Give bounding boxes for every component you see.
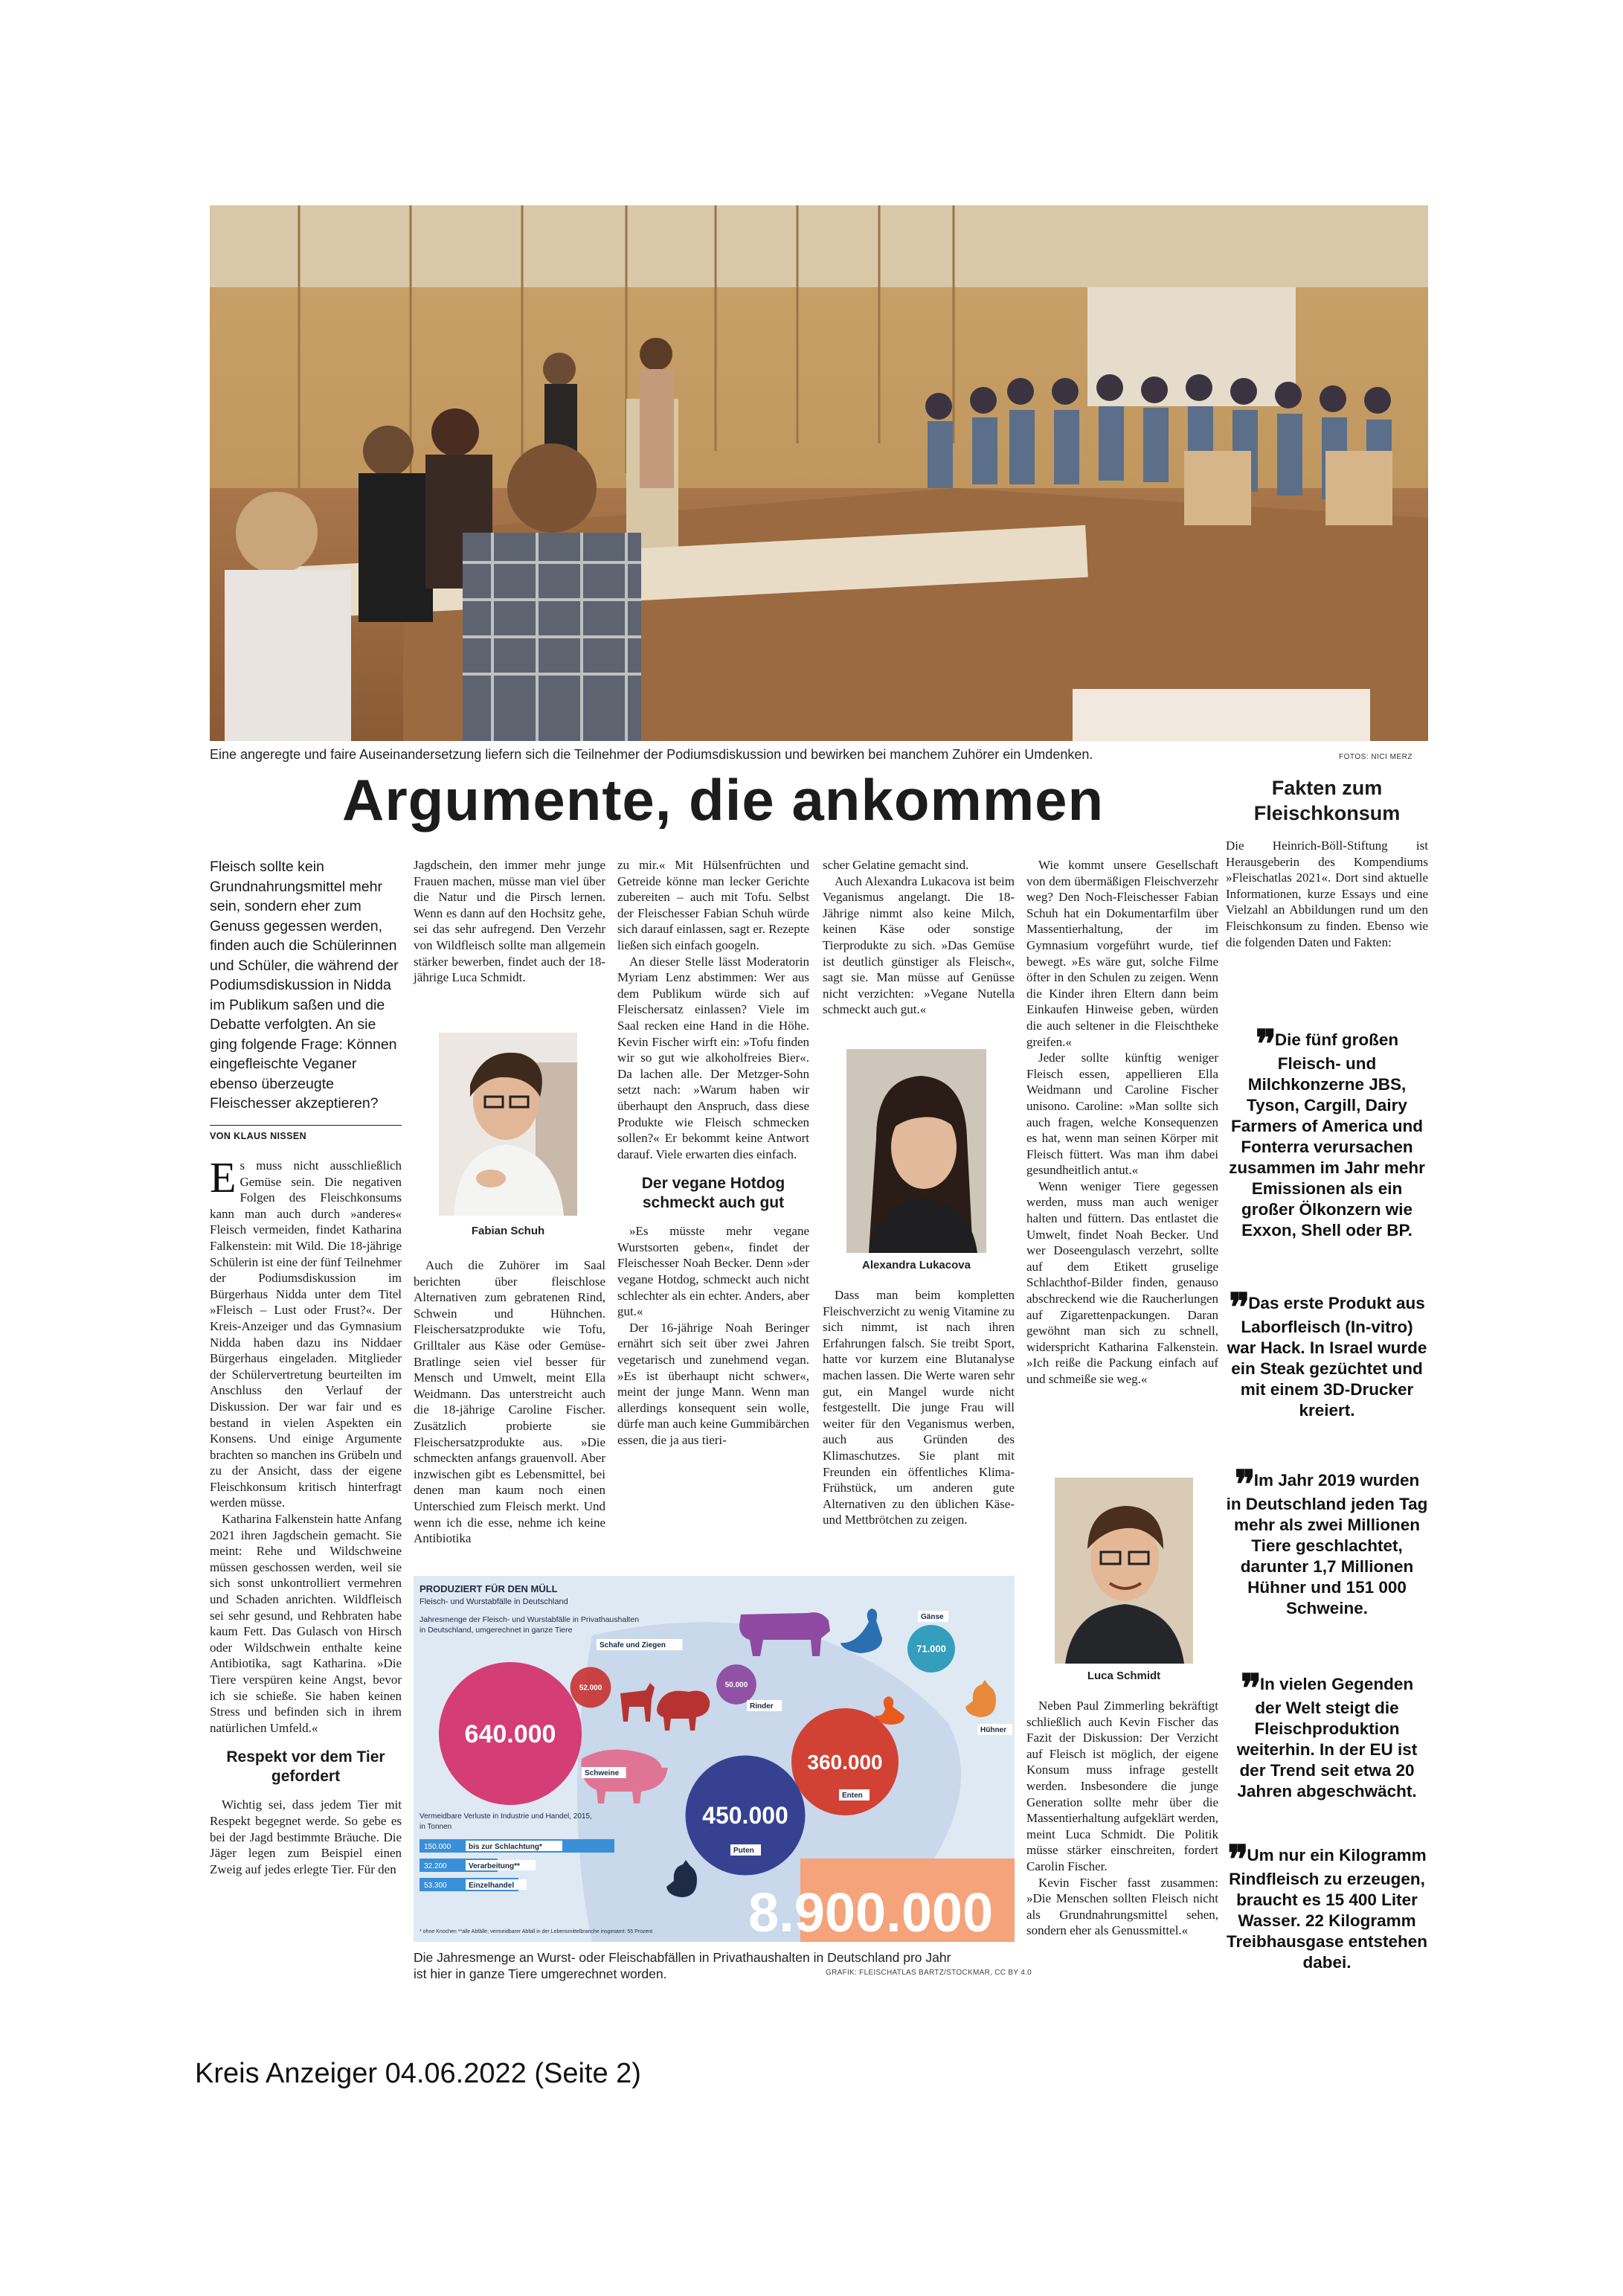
bar-label: Einzelhandel bbox=[469, 1882, 515, 1890]
bubble-value: 71.000 bbox=[916, 1643, 946, 1655]
photo-caption: Eine angeregte und faire Auseinandersetzung liefern sich die Teilnehmer der Podiumsdiskussion und bewirken bei manchem Zuhörer ein Umdenken. bbox=[210, 747, 1093, 762]
fact-item: ❞ Im Jahr 2019 wurden in Deutschland jeden Tag mehr als zwei Millionen Tiere geschlachtet, darunter 1,7 Millionen Hühner und 151 000 Schweine. bbox=[1226, 1463, 1428, 1617]
subheading: Respekt vor dem Tier gefordert bbox=[226, 1748, 385, 1786]
bar-label: bis zur Schlachtung* bbox=[469, 1843, 542, 1851]
infographic-desc: in Deutschland, umgerechnet in ganze Tiere bbox=[420, 1626, 573, 1635]
portrait-caption: Alexandra Lukacova bbox=[862, 1259, 971, 1272]
fact-item: ❞ Das erste Produkt aus Laborfleisch (In-vitro) war Hack. In Israel wurde ein Steak gezüchtet und mit einem 3D-Drucker kreiert. bbox=[1227, 1286, 1427, 1420]
bar-value: 53.300 bbox=[424, 1882, 447, 1890]
bubble-value: 450.000 bbox=[702, 1802, 788, 1830]
lead-photo bbox=[210, 205, 1428, 741]
article-paragraph: An dieser Stelle lässt Moderatorin Myriam Lenz abstimmen: Wer aus dem Publikum würde sich auf Fleischersatz einlassen? Viele im Saal recken eine Hand in die Höhe. Kevin Fischer wirft ein: »Tofu finden wir so gut wie alkoholfreies Bier«. Da lachen alle. Der Metzger-Sohn setzt nach: »Warum haben wir überhaupt den Anspruch, dass diese Produkte wie Fleisch schmecken sollen?« Er bekommt keine Antwort darauf. Viele erwarten dies einfach. bbox=[617, 954, 809, 1161]
column-1 bbox=[210, 1153, 402, 1877]
infographic bbox=[414, 1576, 1015, 1942]
portrait-alexandra-lukacova bbox=[846, 1049, 986, 1253]
source-note: Kreis Anzeiger 04.06.2022 (Seite 2) bbox=[195, 2058, 641, 2089]
infographic-credit: GRAFIK: FLEISCHATLAS BARTZ/STOCKMAR, CC BY 4.0 bbox=[826, 1969, 1032, 1977]
bar-value: 32.200 bbox=[424, 1862, 447, 1870]
byline: VON KLAUS NISSEN bbox=[210, 1125, 402, 1141]
article-paragraph: Kevin Fischer fasst zusammen: »Die Menschen sollten Fleisch nicht als Grundnahrungsmittel sehen, sondern eher als Genussmittel.« bbox=[1026, 1875, 1218, 1938]
bubble-tag: Gänse bbox=[921, 1613, 944, 1621]
portrait-luca-schmidt bbox=[1055, 1478, 1193, 1664]
article-paragraph: zu mir.« Mit Hülsenfrüchten und Getreide könne man lecker Gerichte zubereiten – auch mit Tofu. Selbst der Fleischesser Fabian Schuh würde sich darauf einlassen, sagt er. Rezepte ließen sich einfach googeln. bbox=[617, 858, 809, 952]
column-4-continued bbox=[823, 1287, 1015, 1528]
quote-icon: ❞ bbox=[1255, 1023, 1272, 1066]
column-5-continued bbox=[1026, 1698, 1218, 1939]
bubble-tag: Puten bbox=[733, 1847, 754, 1855]
sidebar-title: Fakten zum Fleischkonsum bbox=[1253, 777, 1401, 824]
bubble-tag: Schweine bbox=[585, 1769, 620, 1777]
bars-title: in Tonnen bbox=[420, 1823, 452, 1831]
article-paragraph: Katharina Falkenstein hatte Anfang 2021 ihren Jagdschein gemacht. Sie meint: Rehe und Wildschweine müssen geschossen werden, weil sie sich sonst unkontrolliert vermehren und Schaden anrichten. Wildfleisch sei sehr gesund, und Rehbraten habe kaum Fett. Das Gulasch von Hirsch oder Wildschwein enthalte keine Antibiotika, sagt Katharina. »Die Tiere verspüren keine Angst, bevor ich sie schieße. Sie haben keinen Stress und befinden sich in ihrem natürlichen Umfeld.« bbox=[210, 1512, 402, 1735]
infographic-desc: Jahresmenge der Fleisch- und Wurstabfälle in Privathaushalten bbox=[420, 1615, 640, 1624]
article-paragraph: Der 16-jährige Noah Beringer ernährt sich seit über zwei Jahren vegetarisch und zunehmend vegan. »Es ist überhaupt nicht schwer«, meint der junge Mann. Wenn man allerdings konsequent sein wolle, dürfe man auch keine Gummibärchen essen, die ja aus tieri- bbox=[617, 1320, 809, 1447]
lead-paragraph: Fleisch sollte kein Grundnahrungsmittel mehr sein, sondern eher zum Genuss gegessen werden, finden auch die Schülerinnen und Schüler, die während der Podiumsdiskussion in Nidda im Publikum saßen und die Debatte verfolgten. An sie ging folgende Frage: Können eingefleischte Veganer ebenso überzeugte Fleischesser akzeptieren? bbox=[210, 859, 399, 1112]
column-3 bbox=[617, 857, 809, 1449]
bubble-value: 50.000 bbox=[724, 1681, 748, 1690]
column-2-continued bbox=[414, 1257, 605, 1547]
column-2 bbox=[414, 857, 605, 986]
infographic-subtitle: Fleisch- und Wurstabfälle in Deutschland bbox=[420, 1597, 568, 1606]
bubble-tag: Rinder bbox=[750, 1702, 774, 1710]
portrait-fabian-schuh bbox=[439, 1033, 577, 1216]
bubble-tag: Enten bbox=[842, 1792, 863, 1800]
column-4 bbox=[823, 857, 1015, 1018]
fact-item: ❞ Die fünf großen Fleisch- und Milchkonzerne JBS, Tyson, Cargill, Dairy Farmers of America und Fonterra verursachen zusammen im Jahr mehr Emissionen als ein großer Ölkonzern wie Exxon, Shell oder BP. bbox=[1229, 1023, 1425, 1240]
article-paragraph: Auch die Zuhörer im Saal berichten über fleischlose Alternativen zum gebratenen Rind, Schwein und Hühnchen. Fleischersatzprodukte wie Tofu, Grilltaler aus Käse oder Gemüse-Bratlinge seien viel besser für Mensch und Umwelt, meint Ella Weidmann. Das unterstreicht auch die 18-jährige Caroline Fischer. Zusätzlich probierte sie Fleischersatzprodukte aus. »Die schmeckten anfangs grauenvoll. Aber inzwischen gibt es Lebensmittel, bei denen man kaum noch einen Unterschied zum Fleisch merkt. Und wenn ich die esse, nehme ich keine Antibiotika bbox=[414, 1258, 605, 1546]
quote-icon: ❞ bbox=[1229, 1286, 1246, 1330]
photo-credit: FOTOS: NICI MERZ bbox=[1339, 753, 1413, 761]
article-paragraph: Neben Paul Zimmerling bekräftigt schließlich auch Kevin Fischer das Fazit der Diskussion: Der Verzicht auf Fleisch ist möglich, der eigene Konsum muss infrage gestellt werden. Insbesondere die junge Generation sollte mehr über die Massentierhaltung aufgeklärt werden, meint Luca Schmidt. Die Politik müsse stärker einschreiten, fordert Carolin Fischer. bbox=[1026, 1699, 1218, 1873]
article-paragraph: Jagdschein, den immer mehr junge Frauen machen, müsse man viel über die Natur und die Pirsch lernen. Wenn es dann auf den Hochsitz gehe, sei das sehr aufregend. Den Verzehr von Wildfleisch sollte man allgemein stärker bewerben, findet auch der 18-jährige Luca Schmidt. bbox=[414, 858, 605, 985]
sidebar-intro: Die Heinrich-Böll-Stiftung ist Herausgeberin des Kompendiums »Fleischatlas 2021«. Dort sind aktuelle Informationen, kurze Essays und eine Vielzahl an Abbildungen rund um den Fleischkonsum zu finden. Ebenso wie die folgenden Daten und Fakten: bbox=[1226, 838, 1428, 949]
fact-item: ❞ In vielen Gegenden der Welt steigt die Fleischproduktion weiterhin. In der EU ist der Trend seit etwa 20 Jahren abgeschwächt. bbox=[1236, 1667, 1418, 1800]
article-paragraph: Wenn weniger Tiere gegessen werden, muss man auch weniger halten und füttern. Das entlastet die Umwelt, findet Noah Becker. Und wer Doseengulasch verzehrt, sollte auf dem Etikett gruselige Schlachthof-Bilder finden, genauso abschreckend wie die Raucherlungen auf Zigarettenpackungen. Daran gewöhnt man sich zu schnell, widerspricht Katharina Falkenstein. »Ich reiße die Packung einfach auf und schmeiße sie weg.« bbox=[1026, 1179, 1218, 1386]
article-paragraph: »Es müsste mehr vegane Wurstsorten geben«, findet der Fleischesser Noah Becker. Denn »der vegane Hotdog, schmeckt auch nicht schlechter als ein echter. Anders, aber gut.« bbox=[617, 1224, 809, 1319]
chicken-icon bbox=[965, 1680, 996, 1717]
quote-icon: ❞ bbox=[1234, 1463, 1251, 1507]
article-paragraph: scher Gelatine gemacht sind. bbox=[823, 858, 969, 872]
bubble-value: 360.000 bbox=[807, 1750, 883, 1774]
chicken-total-value: 8.900.000 bbox=[748, 1882, 994, 1942]
headline: Argumente, die ankommen bbox=[342, 767, 1105, 833]
bubble-tag: Schafe und Ziegen bbox=[600, 1641, 666, 1649]
column-5 bbox=[1026, 857, 1218, 1388]
article-paragraph: Es muss nicht ausschließlich Gemüse sein. Die negativen Folgen des Fleischkonsums kann man auch durch »anderes« Fleisch vermeiden, findet Katharina Falkenstein: mit Wild. Die 18-jährige Schülerin ist eine der fünf Teilnehmer der Podiumsdiskussion im Bürgerhaus Nidda unter dem Titel »Fleisch – Lust oder Frust?«. Der Kreis-Anzeiger und das Gymnasium Nidda haben dazu ins Niddaer Bürgerhaus eingeladen. Mitglieder der Schülervertretung beurteilten im Anschluss den Verlauf der Diskussion. Der war fair und es bestand in vielen Aspekten ein Konsens. Und einige Argumente brachten so manchen ins Grübeln und zu der Ansicht, dass der eigene Fleischkonsum kritisch hinterfragt werden müsse. bbox=[210, 1153, 402, 1510]
bar-label: Verarbeitung** bbox=[469, 1862, 520, 1870]
article-paragraph: Jeder sollte künftig weniger Fleisch essen, appellieren Ella Weidmann und Caroline Fischer unisono. Caroline: »Man sollte sich auch fragen, welche Konsequenzen es hat, wenn man seinen Körper mit Fleisch füttert. Was man ihm dabei gesundheitlich antut.« bbox=[1026, 1051, 1218, 1178]
article-paragraph: Wichtig sei, dass jedem Tier mit Respekt begegnet werde. So gebe es bei der Jagd bestimmte Bräuche. Die Jäger legen zum Beispiel einen Zweig auf jedes erlegte Tier. Für den bbox=[210, 1798, 402, 1876]
goose-icon bbox=[841, 1609, 882, 1653]
article-paragraph: Wie kommt unsere Gesellschaft von dem übermäßigen Fleischverzehr weg? Den Noch-Fleischesser Fabian Schuh hat ein Dokumentarfilm über Massentierhaltung, der im Gymnasium vorgeführt wurde, tief bewegt. »Es wäre gut, solche Filme öfter in den Schulen zu zeigen. Wenn die Kinder ihren Eltern dann beim Einkaufen Hinweise geben, würden die auch seltener in die Fleischtheke greifen.« bbox=[1026, 858, 1218, 1049]
subheading: Der vegane Hotdog schmeckt auch gut bbox=[641, 1175, 785, 1212]
bars-title: Vermeidbare Verluste in Industrie und Handel, 2015, bbox=[420, 1812, 592, 1821]
portrait-caption: Luca Schmidt bbox=[1087, 1670, 1161, 1682]
bar-value: 150.000 bbox=[424, 1843, 451, 1851]
infographic-caption: Die Jahresmenge an Wurst- oder Fleischabfällen in Privathaushalten in Deutschland pro Jahr ist hier in ganze Tiere umgerechnet worden. bbox=[414, 1950, 951, 1981]
infographic-footnote: * ohne Knochen **alle Abfälle; vermeidbarer Abfall in der Lebensmittelbranche insgesamt: 55 Prozent bbox=[420, 1929, 653, 1934]
bubble-value: 52.000 bbox=[579, 1684, 602, 1693]
quote-icon: ❞ bbox=[1240, 1667, 1257, 1710]
article-paragraph: Dass man beim kompletten Fleischverzicht zu wenig Vitamine zu sich nimmt, ist nach ihren Erfahrungen falsch. Sie treibt Sport, hatte vor kurzem eine Blutanalyse machen lassen. Die Werte waren sehr gut, ein Mangel wurde nicht festgestellt. Die junge Frau will weiter für den Veganismus werben, auch aus Gründen des Klimaschutzes. Sie plant mit Freunden ein öffentliches Klima-Frühstück, um anderen gute Alternativen zu den üblichen Käse- und Mettbrötchen zu zeigen. bbox=[823, 1288, 1015, 1527]
bubble-tag: Hühner bbox=[980, 1726, 1006, 1734]
infographic-title: PRODUZIERT FÜR DEN MÜLL bbox=[420, 1583, 558, 1594]
bubble-value: 640.000 bbox=[464, 1719, 556, 1748]
fact-item: ❞ Um nur ein Kilogramm Rindfleisch zu erzeugen, braucht es 15 400 Liter Wasser. 22 Kilogramm Treibhausgase entstehen dabei. bbox=[1226, 1838, 1428, 1972]
portrait-caption: Fabian Schuh bbox=[471, 1225, 545, 1237]
article-paragraph: Auch Alexandra Lukacova ist beim Veganismus angelangt. Die 18-Jährige nimmt also keine Milch, keinen Käse oder sonstige Tierprodukte zu sich. »Das Gemüse ist deutlich günstiger als Fleisch«, sagt sie. Man müsse auf Genüsse nicht verzichten: »Vegane Nutella schmeckt auch gut.« bbox=[823, 873, 1015, 1017]
quote-icon: ❞ bbox=[1227, 1838, 1244, 1882]
dropcap: E bbox=[210, 1153, 237, 1202]
